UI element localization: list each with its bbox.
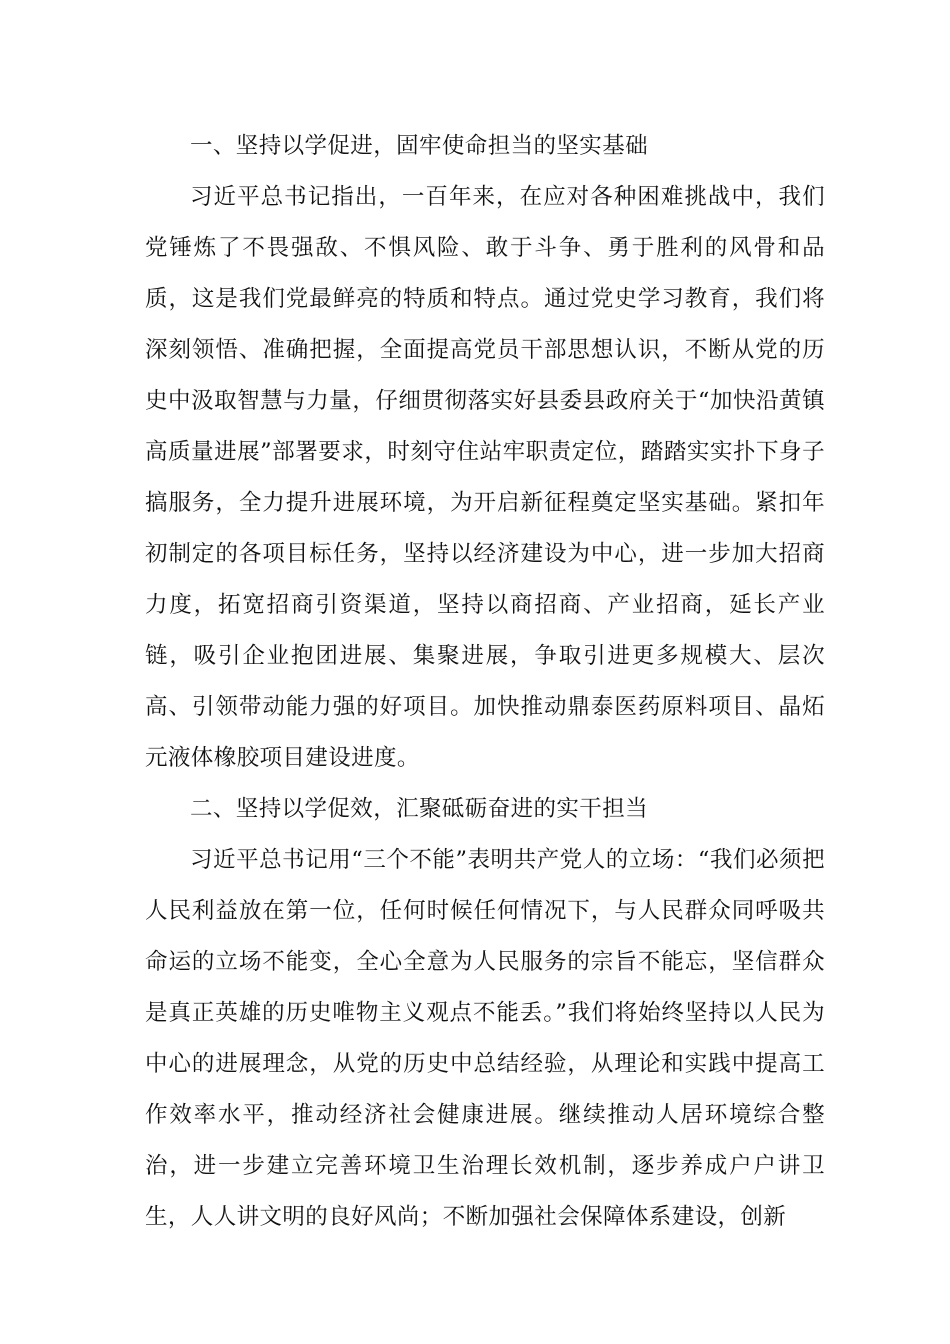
section-1-heading: 一、坚持以学促进，固牢使命担当的坚实基础 (190, 133, 649, 159)
document-body (145, 121, 825, 1243)
section-1-paragraph: 习近平总书记指出，一百年来，在应对各种困难挑战中，我们党锤炼了不畏强敌、不惧风险、敢于斗争、勇于胜利的风骨和品质，这是我们党最鲜亮的特质和特点。通过党史学习教育，我们将深刻领悟、准确把握，全面提高党员干部思想认识，不断从党的历史中汲取智慧与力量，仔细贯彻落实好县委县政府关于“加快沿黄镇高质量进展”部署要求，时刻守住站牢职责定位，踏踏实实扑下身子搞服务，全力提升进展环境，为开启新征程奠定坚实基础。紧扣年初制定的各项目标任务，坚持以经济建设为中心，进一步加大招商力度，拓宽招商引资渠道，坚持以商招商、产业招商，延长产业链，吸引企业抱团进展、集聚进展，争取引进更多规模大、层次高、引领带动能力强的好项目。加快推动鼎泰医药原料项目、晶炻元液体橡胶项目建设进度。 (145, 184, 825, 771)
section-2-heading: 二、坚持以学促效，汇聚砥砺奋进的实干担当 (190, 796, 649, 822)
section-2-paragraph: 习近平总书记用“三个不能”表明共产党人的立场：“我们必须把人民利益放在第一位，任何时候任何情况下，与人民群众同呼吸共命运的立场不能变，全心全意为人民服务的宗旨不能忘，坚信群众是真正英雄的历史唯物主义观点不能丢。”我们将始终坚持以人民为中心的进展理念，从党的历史中总结经验，从理论和实践中提高工作效率水平，推动经济社会健康进展。继续推动人居环境综合整治，进一步建立完善环境卫生治理长效机制，逐步养成户户讲卫生，人人讲文明的良好风尚；不断加强社会保障体系建设，创新 (145, 847, 825, 1230)
